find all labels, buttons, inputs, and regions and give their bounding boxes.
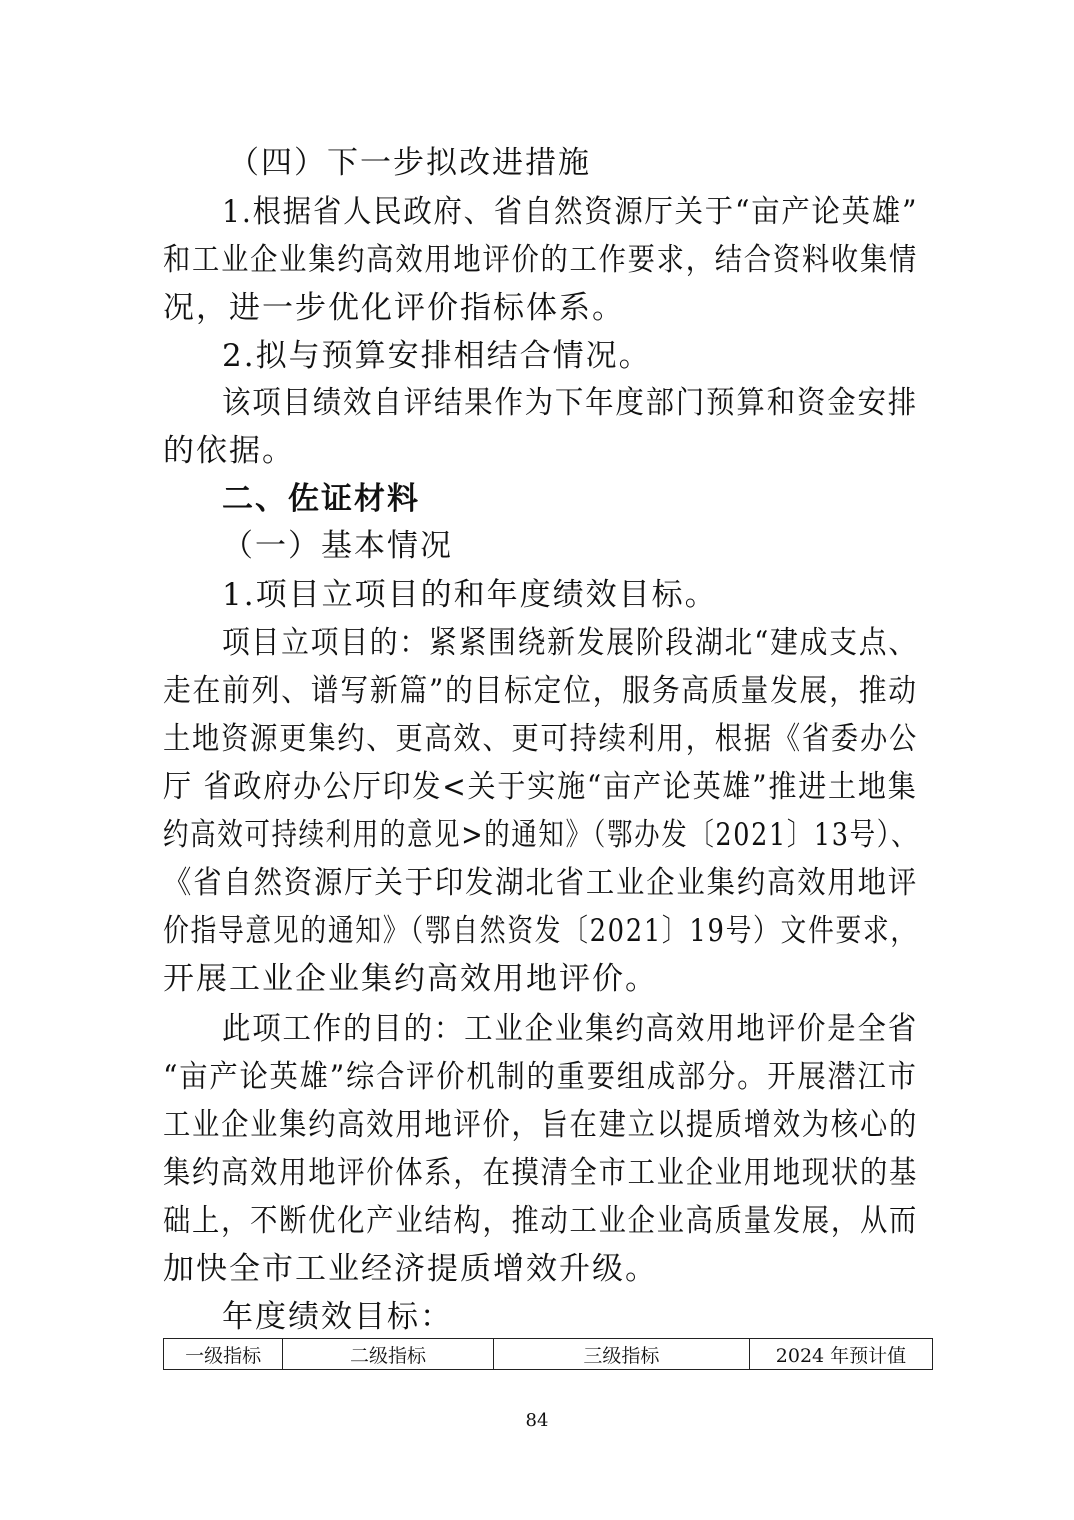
performance-goals-table — [163, 1338, 933, 1370]
paragraph-line: 加快全市工业经济提质增效升级。 — [163, 1251, 658, 1287]
table-header-row — [164, 1339, 933, 1370]
table-header-cell: 一级指标 — [164, 1339, 283, 1370]
paragraph-line: 年度绩效目标： — [222, 1299, 453, 1335]
paragraph-line: 约高效可持续利用的意见>的通知》（鄂办发〔2021〕13号）、 — [163, 817, 919, 853]
paragraph-line: 走在前列、谱写新篇”的目标定位，服务高质量发展，推动 — [163, 673, 918, 709]
paragraph-line: 开展工业企业集约高效用地评价。 — [163, 961, 658, 997]
paragraph-line: 项目立项目的：紧紧围绕新发展阶段湖北“建成支点、 — [222, 625, 918, 661]
paragraph-line: 厅 省政府办公厅印发<关于实施“亩产论英雄”推进土地集 — [163, 769, 918, 805]
paragraph-line: 1.项目立项目的和年度绩效目标。 — [222, 577, 718, 613]
paragraph-line: 工业企业集约高效用地评价，旨在建立以提质增效为核心的 — [163, 1107, 919, 1143]
page-number: 84 — [525, 1410, 549, 1431]
section-heading-next-steps: （四）下一步拟改进措施 — [228, 145, 591, 181]
table-header-cell: 三级指标 — [493, 1339, 749, 1370]
paragraph-line: 该项目绩效自评结果作为下年度部门预算和资金安排 — [222, 385, 919, 421]
table-header-cell: 二级指标 — [283, 1339, 494, 1370]
paragraph-line: 集约高效用地评价体系，在摸清全市工业企业用地现状的基 — [163, 1155, 919, 1191]
paragraph-line: 2.拟与预算安排相结合情况。 — [222, 338, 652, 374]
subsection-heading-basic-info: （一）基本情况 — [222, 528, 453, 564]
paragraph-line: 础上，不断优化产业结构，推动工业企业高质量发展，从而 — [163, 1203, 919, 1239]
paragraph-line: “亩产论英雄”综合评价机制的重要组成部分。开展潜江市 — [163, 1059, 918, 1095]
paragraph-line: 价指导意见的通知》（鄂自然资发〔2021〕19号）文件要求， — [163, 913, 918, 949]
paragraph-line: 此项工作的目的：工业企业集约高效用地评价是全省 — [222, 1011, 919, 1047]
paragraph-line: 和工业企业集约高效用地评价的工作要求，结合资料收集情 — [163, 242, 919, 278]
paragraph-line: 《省自然资源厅关于印发湖北省工业企业集约高效用地评 — [163, 865, 919, 901]
paragraph-line: 土地资源更集约、更高效、更可持续利用，根据《省委办公 — [163, 721, 919, 757]
table-header-cell: 2024 年预计值 — [749, 1339, 932, 1370]
paragraph-line: 况，进一步优化评价指标体系。 — [163, 290, 625, 326]
section-heading-evidence: 二、佐证材料 — [222, 481, 420, 517]
paragraph-line: 的依据。 — [163, 433, 295, 469]
paragraph-line: 1.根据省人民政府、省自然资源厅关于“亩产论英雄” — [222, 194, 919, 230]
